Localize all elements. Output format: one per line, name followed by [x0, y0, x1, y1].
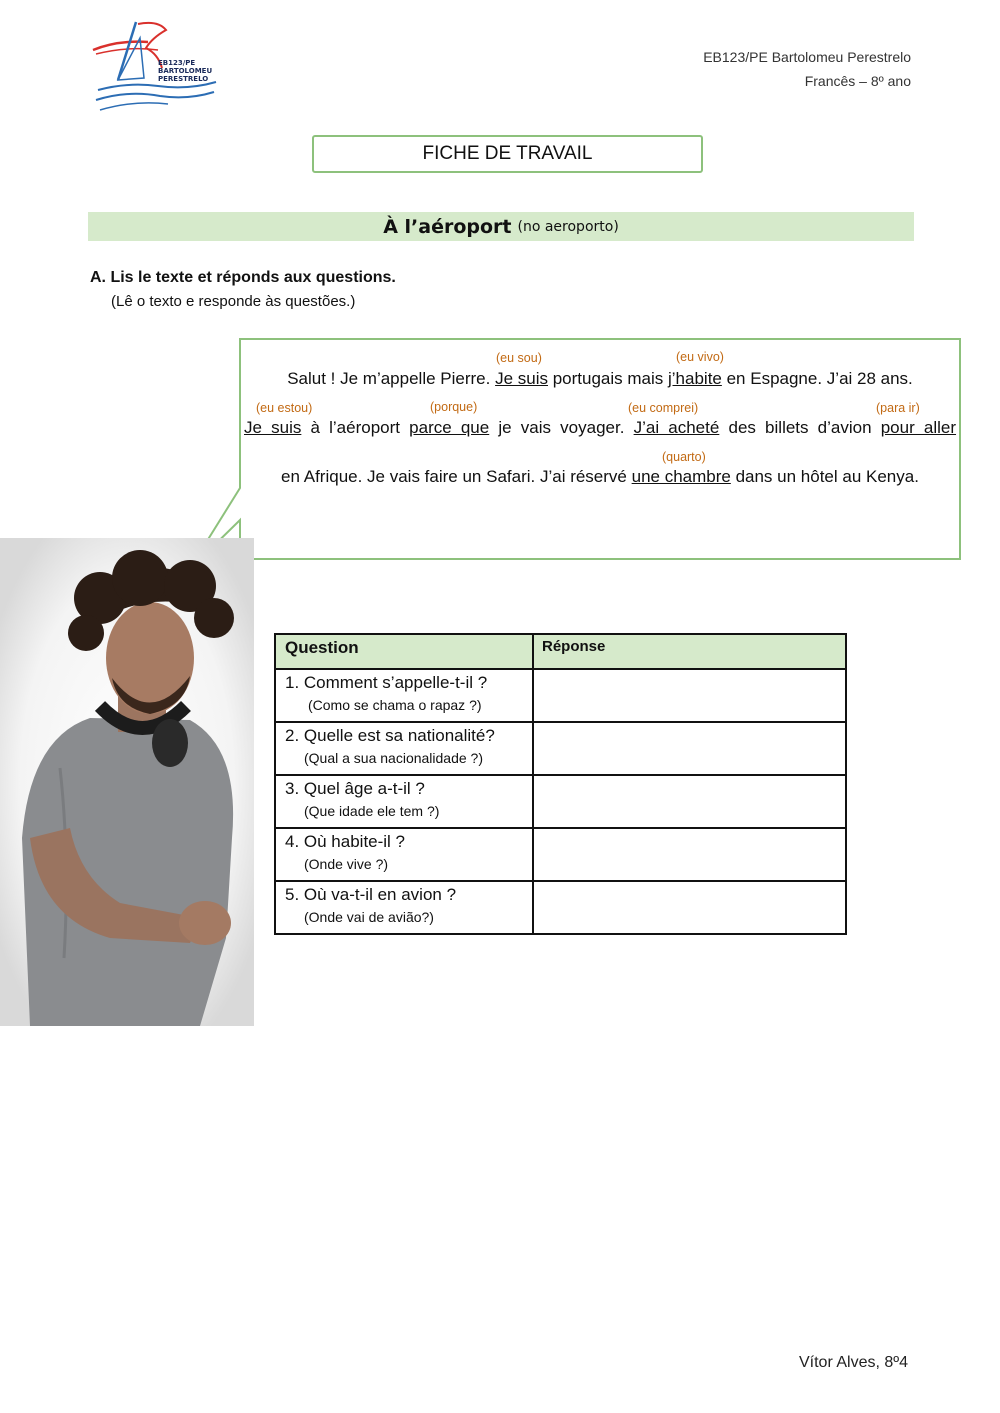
answer-cell[interactable] [533, 669, 846, 722]
logo-text-line: BARTOLOMEU [158, 67, 213, 75]
question-translation: (Onde vai de avião?) [304, 909, 434, 925]
translation-note: (eu comprei) [628, 401, 699, 415]
topic-translation: (no aeroporto) [517, 218, 619, 235]
answer-cell[interactable] [533, 881, 846, 934]
question-cell [275, 775, 533, 828]
topic-banner [88, 212, 914, 241]
logo-text-line: PERESTRELO [158, 75, 209, 83]
translation-note: (quarto) [662, 450, 706, 464]
question-cell [275, 669, 533, 722]
translation-note: (eu sou) [496, 351, 542, 365]
question-text: 5. Où va-t-il en avion ? [285, 885, 457, 904]
text-line-1: Salut ! Je m’appelle Pierre. Je suis portugais mais j’habite en Espagne. J’ai 28 ans. [287, 369, 913, 388]
underlined-phrase: pour aller [880, 418, 957, 437]
logo-text-line: EB123/PE [158, 59, 196, 67]
underlined-phrase: Je suis [244, 418, 302, 437]
column-header-answer: Réponse [533, 634, 846, 669]
person-photo [0, 538, 254, 1026]
text-line-2: Je suis à l’aéroport parce que je vais voyager. J’ai acheté des billets d’avion pour aller [244, 418, 957, 437]
answer-cell[interactable] [533, 828, 846, 881]
answer-cell[interactable] [533, 775, 846, 828]
translation-note: (porque) [430, 400, 478, 414]
translation-note: (para ir) [876, 401, 920, 415]
underlined-phrase: J’ai acheté [633, 418, 720, 437]
translation-note: (eu vivo) [676, 350, 724, 364]
question-translation: (Qual a sua nacionalidade ?) [304, 750, 484, 766]
column-header-question: Question [275, 634, 533, 669]
underlined-phrase: Je suis [495, 369, 548, 388]
underlined-phrase: parce que [409, 418, 490, 437]
answer-cell[interactable] [533, 722, 846, 775]
question-text: 3. Quel âge a-t-il ? [285, 779, 425, 798]
question-translation: (Onde vive ?) [304, 856, 389, 872]
text-line-3: en Afrique. Je vais faire un Safari. J’ai réservé une chambre dans un hôtel au Kenya. [281, 467, 919, 486]
exercise-instruction-translation: (Lê o texto e responde às questões.) [111, 293, 356, 310]
table-row [275, 669, 846, 722]
question-cell [275, 881, 533, 934]
school-name: EB123/PE Bartolomeu Perestrelo [703, 49, 911, 65]
underlined-phrase: j’habite [668, 369, 722, 388]
topic-title: À l’aéroport [383, 215, 512, 238]
translation-note: (eu estou) [256, 401, 313, 415]
table-row [275, 881, 846, 934]
question-text: 4. Où habite-il ? [285, 832, 406, 851]
subject-label: Francês – 8º ano [804, 73, 911, 89]
question-translation: (Como se chama o rapaz ?) [308, 697, 482, 713]
question-text: 2. Quelle est sa nationalité? [285, 726, 495, 745]
question-table [274, 633, 847, 935]
exercise-instruction: A. Lis le texte et réponds aux questions. [90, 269, 396, 286]
question-cell [275, 828, 533, 881]
question-translation: (Que idade ele tem ?) [304, 803, 440, 819]
table-row [275, 775, 846, 828]
table-row [275, 722, 846, 775]
question-text: 1. Comment s’appelle-t-il ? [285, 673, 488, 692]
underlined-phrase: une chambre [631, 467, 731, 486]
table-header-row [275, 634, 846, 669]
author-credit: Vítor Alves, 8º4 [798, 1354, 908, 1371]
table-row [275, 828, 846, 881]
question-cell [275, 722, 533, 775]
school-logo [88, 18, 228, 116]
worksheet-title: FICHE DE TRAVAIL [312, 135, 703, 173]
